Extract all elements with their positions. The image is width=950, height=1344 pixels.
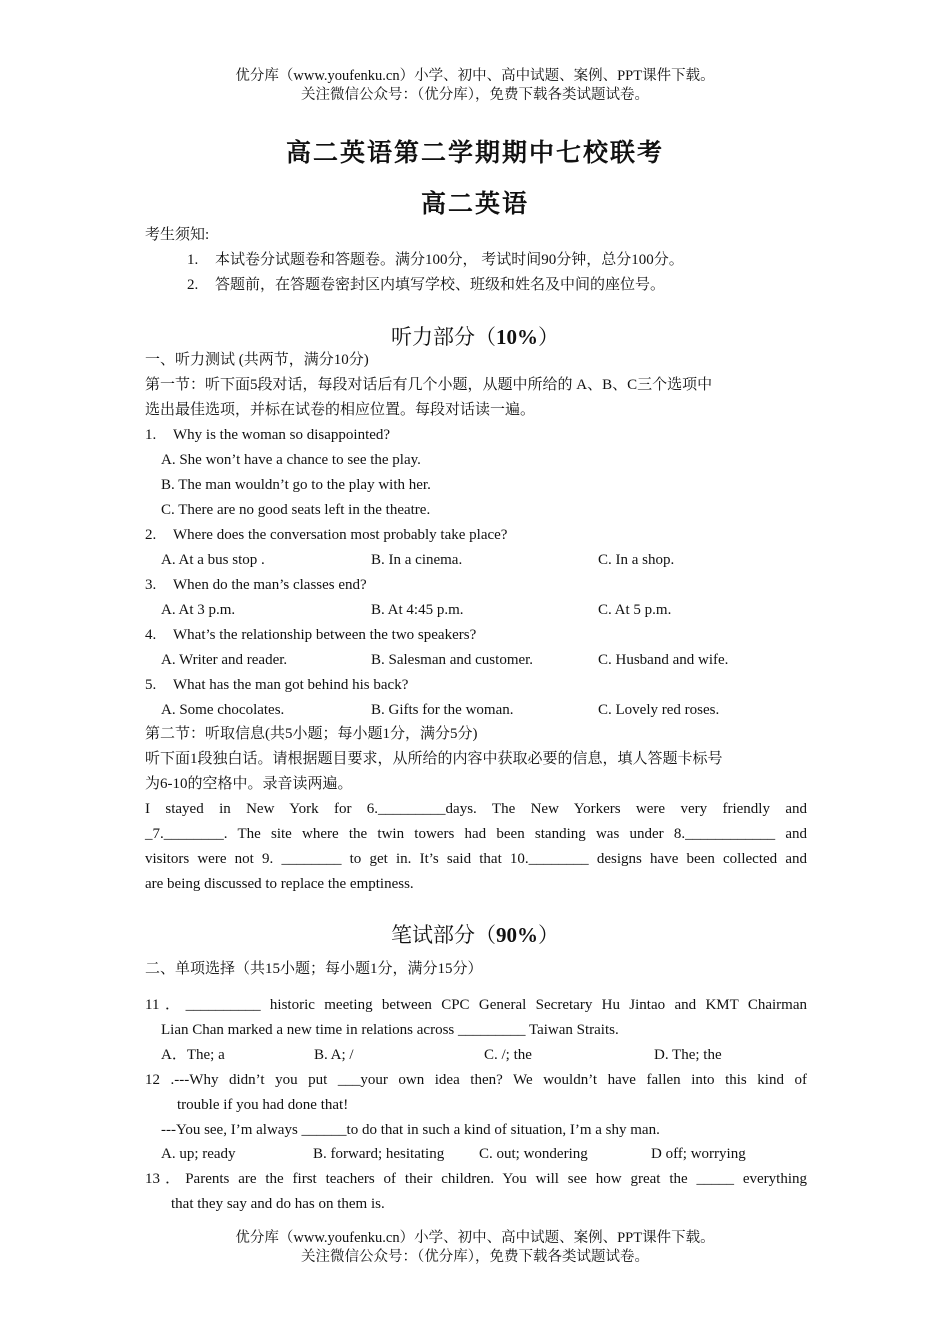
option: C. There are no good seats left in the theatre. bbox=[161, 502, 431, 518]
question-12-line-3: ---You see, I’m always ______to do that in such a kind of situation, I’m a shy man. bbox=[161, 1122, 660, 1138]
page-title: 高二英语第二学期期中七校联考 bbox=[285, 138, 664, 167]
question-11-line-2: Lian Chan marked a new time in relations across _________ Taiwan Straits. bbox=[161, 1022, 619, 1038]
option: D off; worrying bbox=[651, 1146, 746, 1162]
option: B. The man wouldn’t go to the play with her. bbox=[161, 477, 431, 493]
listening-question bbox=[145, 423, 390, 448]
question-12-line-1: 12 .---Why didn’t you put ___your own idea then? We wouldn’t have fallen into this kind of bbox=[145, 1072, 807, 1088]
question-text: What’s the relationship between the two speakers? bbox=[173, 627, 477, 643]
question-number: 3. bbox=[145, 577, 157, 593]
question-text: When do the man’s classes end? bbox=[173, 577, 367, 593]
listening-heading-main: 听力部分（ bbox=[391, 325, 496, 349]
option: B. At 4:45 p.m. bbox=[371, 602, 464, 618]
listening-question bbox=[145, 673, 408, 698]
question-13-line-2: that they say and do has on them is. bbox=[171, 1196, 385, 1212]
notice-item-text: 本试卷分试题卷和答题卷。满分100分， 考试时间90分钟，总分100分。 bbox=[215, 252, 684, 268]
option: C. Husband and wife. bbox=[598, 652, 729, 668]
footer-line-1: 优分库（www.youfenku.cn）小学、初中、高中试题、案例、PPT课件下载。 bbox=[235, 1230, 715, 1246]
option: B. A; / bbox=[314, 1047, 354, 1063]
option: B. Gifts for the woman. bbox=[371, 702, 514, 718]
notice-heading: 考生须知: bbox=[145, 227, 210, 243]
option: C. out; wondering bbox=[479, 1146, 588, 1162]
notice-item-num: 1. bbox=[187, 252, 199, 268]
option: B. Salesman and customer. bbox=[371, 652, 534, 668]
option: A. She won’t have a chance to see the play. bbox=[161, 452, 421, 468]
notice-item-text: 答题前，在答题卷密封区内填写学校、班级和姓名及中间的座位号。 bbox=[215, 277, 666, 293]
listening-question bbox=[145, 523, 507, 548]
header-line-2: 关注微信公众号：（优分库），免费下载各类试题试卷。 bbox=[301, 87, 649, 103]
question-text: Why is the woman so disappointed? bbox=[173, 427, 391, 443]
footer-line-2: 关注微信公众号：（优分库），免费下载各类试题试卷。 bbox=[301, 1249, 649, 1265]
question-number: 5. bbox=[145, 677, 157, 693]
question-number: 1. bbox=[145, 427, 157, 443]
listening-heading-end: ） bbox=[538, 325, 559, 349]
part2-title: 二、单项选择（共15小题；每小题1分，满分15分） bbox=[145, 961, 483, 977]
page-subtitle: 高二英语 bbox=[420, 189, 529, 218]
option: A．The; a bbox=[161, 1047, 225, 1063]
notice-item bbox=[187, 248, 684, 273]
written-section-heading bbox=[0, 919, 950, 949]
option: C. In a shop. bbox=[598, 552, 675, 568]
written-heading-main: 笔试部分（ bbox=[391, 923, 496, 947]
question-12-line-2: trouble if you had done that! bbox=[177, 1097, 349, 1113]
passage-line: visitors were not 9. ________ to get in. It’s said that 10.________ designs have been collected and bbox=[145, 851, 807, 867]
listening-part-title: 一、听力测试 (共两节，满分10分) bbox=[145, 352, 369, 368]
written-heading-end: ） bbox=[538, 923, 559, 947]
option: C. Lovely red roses. bbox=[598, 702, 720, 718]
option: A. up; ready bbox=[161, 1146, 236, 1162]
question-text: Where does the conversation most probably take place? bbox=[173, 527, 508, 543]
section1-instruction-2: 选出最佳选项，并标在试卷的相应位置。每段对话读一遍。 bbox=[145, 402, 536, 418]
option: D. The; the bbox=[654, 1047, 722, 1063]
option: C. At 5 p.m. bbox=[598, 602, 672, 618]
section2-instruction-2: 为6-10的空格中。录音读两遍。 bbox=[145, 776, 353, 792]
notice-item-num: 2. bbox=[187, 277, 199, 293]
option: A. At a bus stop . bbox=[161, 552, 265, 568]
question-number: 2. bbox=[145, 527, 157, 543]
header-line-1: 优分库（www.youfenku.cn）小学、初中、高中试题、案例、PPT课件下载。 bbox=[235, 68, 715, 84]
question-text: What has the man got behind his back? bbox=[173, 677, 409, 693]
listening-section-heading bbox=[0, 321, 950, 351]
section2-title: 第二节：听取信息(共5小题；每小题1分，满分5分) bbox=[145, 726, 478, 742]
passage-line: _7.________. The site where the twin towers had been standing was under 8.____________ and bbox=[145, 826, 807, 842]
section2-instruction-1: 听下面1段独白话。请根据题目要求，从所给的内容中获取必要的信息，填人答题卡标号 bbox=[145, 751, 723, 767]
option: A. Some chocolates. bbox=[161, 702, 285, 718]
option: A. At 3 p.m. bbox=[161, 602, 236, 618]
question-11-line-1: 11．__________ historic meeting between CPC General Secretary Hu Jintao and KMT Chairman bbox=[145, 997, 807, 1013]
listening-heading-percent: 10% bbox=[496, 325, 538, 349]
option: B. In a cinema. bbox=[371, 552, 463, 568]
option: B. forward; hesitating bbox=[313, 1146, 445, 1162]
question-13-line-1: 13．Parents are the first teachers of their children. You will see how great the _____ everything bbox=[145, 1171, 807, 1187]
passage-line: are being discussed to replace the emptiness. bbox=[145, 876, 414, 892]
option: A. Writer and reader. bbox=[161, 652, 288, 668]
written-heading-percent: 90% bbox=[496, 923, 538, 947]
notice-item bbox=[187, 273, 665, 298]
section1-instruction-1: 第一节：听下面5段对话，每段对话后有几个小题，从题中所给的 A、B、C三个选项中 bbox=[145, 377, 713, 393]
option: C. /; the bbox=[484, 1047, 532, 1063]
passage-line: I stayed in New York for 6._________days. The New Yorkers were very friendly and bbox=[145, 801, 807, 817]
listening-question bbox=[145, 573, 367, 598]
listening-question bbox=[145, 623, 476, 648]
question-number: 4. bbox=[145, 627, 157, 643]
